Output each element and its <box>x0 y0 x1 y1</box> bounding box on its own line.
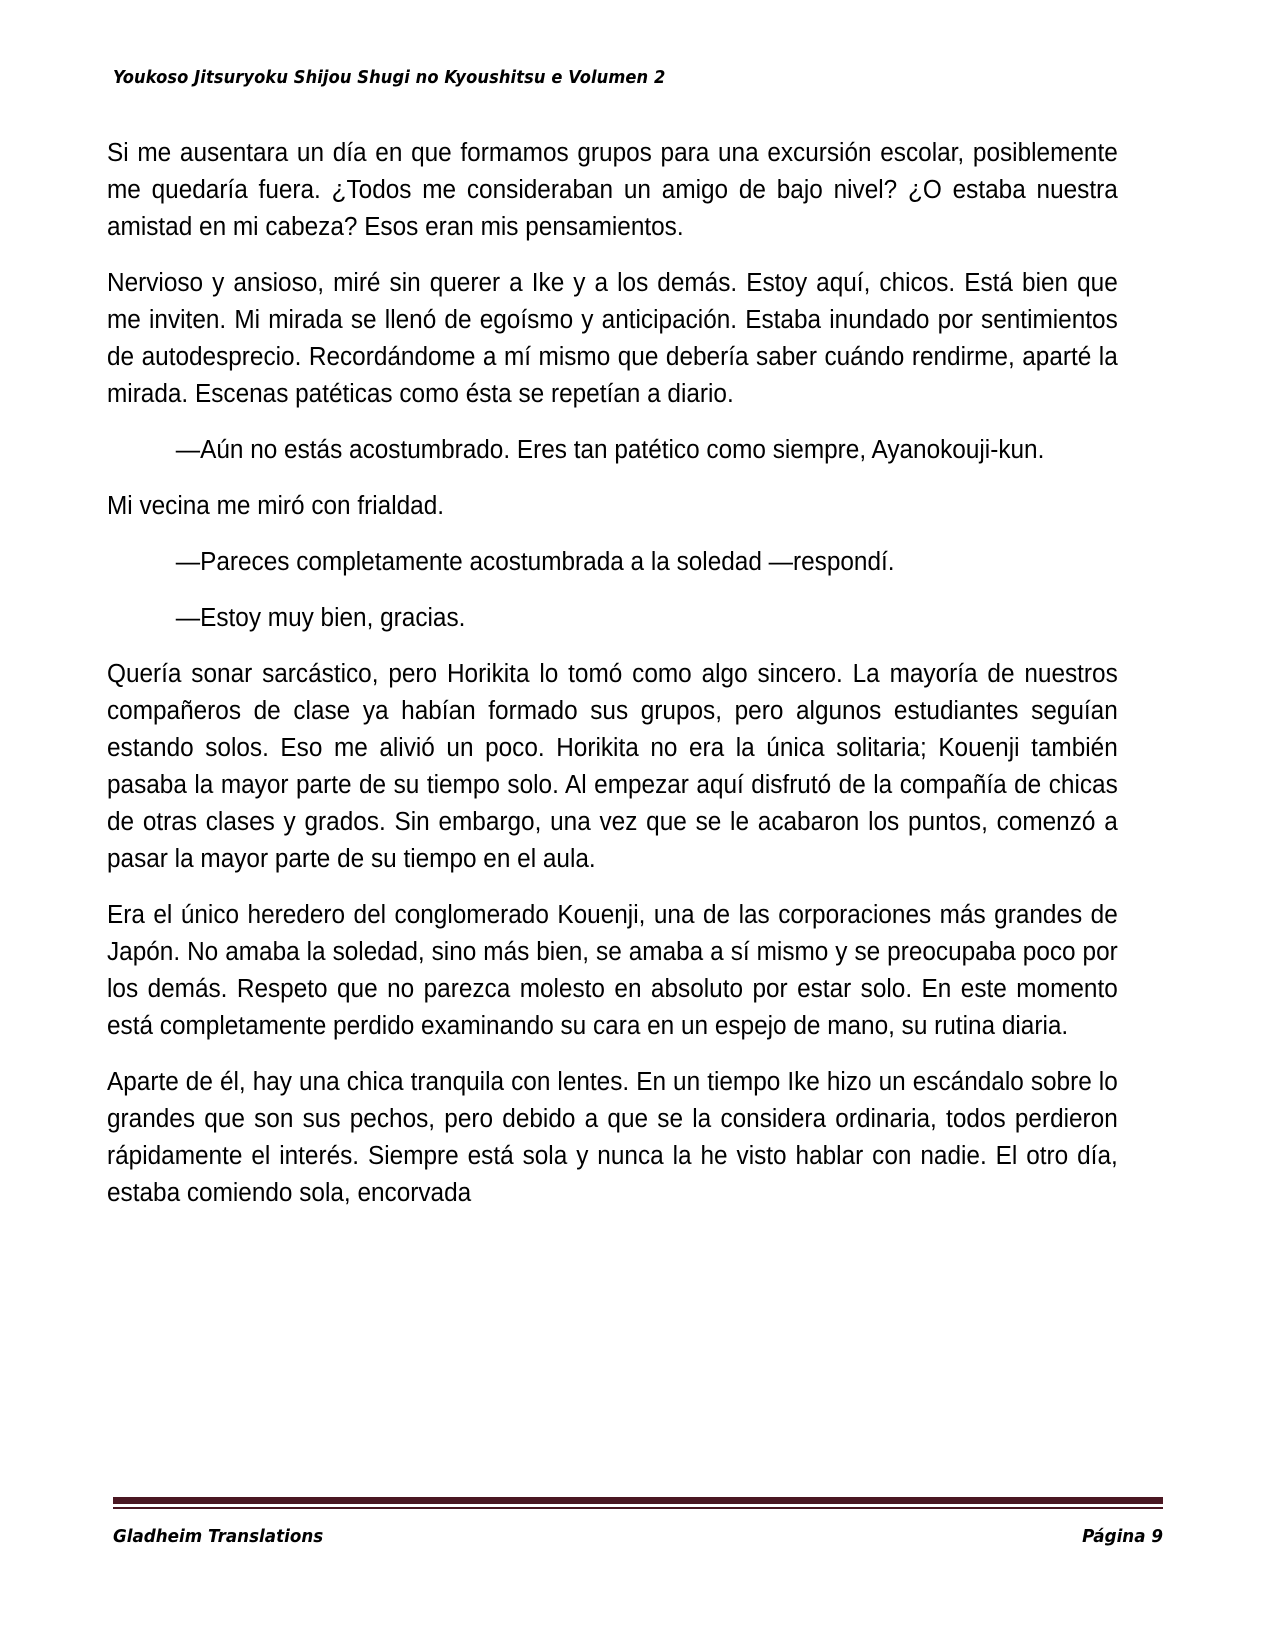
footer-row <box>113 1526 1163 1547</box>
footer-rule-thick <box>113 1497 1163 1504</box>
footer-rule-thin <box>113 1507 1163 1509</box>
paragraph: Mi vecina me miró con frialdad. <box>107 492 445 520</box>
dialogue-line: —Pareces completamente acostumbrada a la soledad —respondí. <box>175 548 895 576</box>
footer-page-number: Página 9 <box>1082 1526 1163 1547</box>
document-body <box>107 135 1118 1212</box>
paragraph: Si me ausentara un día en que formamos grupos para una excursión escolar, posiblemente me quedaría fuera. ¿Todos me consideraban un amigo de bajo nivel? ¿O estaba nuestra amistad en mi cabeza? Esos eran mis pensamientos. <box>107 139 1118 241</box>
paragraph: Era el único heredero del conglomerado Kouenji, una de las corporaciones más grandes de Japón. No amaba la soledad, sino más bien, se amaba a sí mismo y se preocupaba poco por los demás. Respeto que no parezca molesto en absoluto por estar solo. En este momento está completamente perdido examinando su cara en un espejo de mano, su rutina diaria. <box>107 901 1118 1040</box>
page-footer <box>113 1497 1163 1547</box>
header-title: Youkoso Jitsuryoku Shijou Shugi no Kyoushitsu e Volumen 2 <box>113 68 666 88</box>
paragraph: Quería sonar sarcástico, pero Horikita lo tomó como algo sincero. La mayoría de nuestros compañeros de clase ya habían formado sus grupos, pero algunos estudiantes seguían estando solos. Eso me alivió un poco. Horikita no era la única solitaria; Kouenji también pasaba la mayor parte de su tiempo solo. Al empezar aquí disfrutó de la compañía de chicas de otras clases y grados. Sin embargo, una vez que se le acabaron los puntos, comenzó a pasar la mayor parte de su tiempo en el aula. <box>107 660 1118 873</box>
footer-translator-credit: Gladheim Translations <box>113 1526 324 1547</box>
dialogue-line: —Aún no estás acostumbrado. Eres tan patético como siempre, Ayanokouji-kun. <box>175 436 1045 464</box>
paragraph: Nervioso y ansioso, miré sin querer a Ike y a los demás. Estoy aquí, chicos. Está bien que me inviten. Mi mirada se llenó de egoísmo y anticipación. Estaba inundado por sentimientos de autodesprecio. Recordándome a mí mismo que debería saber cuándo rendirme, aparté la mirada. Escenas patéticas como ésta se repetían a diario. <box>107 269 1118 408</box>
page-header <box>113 68 1163 88</box>
paragraph: Aparte de él, hay una chica tranquila con lentes. En un tiempo Ike hizo un escándalo sobre lo grandes que son sus pechos, pero debido a que se la considera ordinaria, todos perdieron rápidamente el interés. Siempre está sola y nunca la he visto hablar con nadie. El otro día, estaba comiendo sola, encorvada <box>107 1068 1118 1207</box>
dialogue-line: —Estoy muy bien, gracias. <box>175 604 466 632</box>
